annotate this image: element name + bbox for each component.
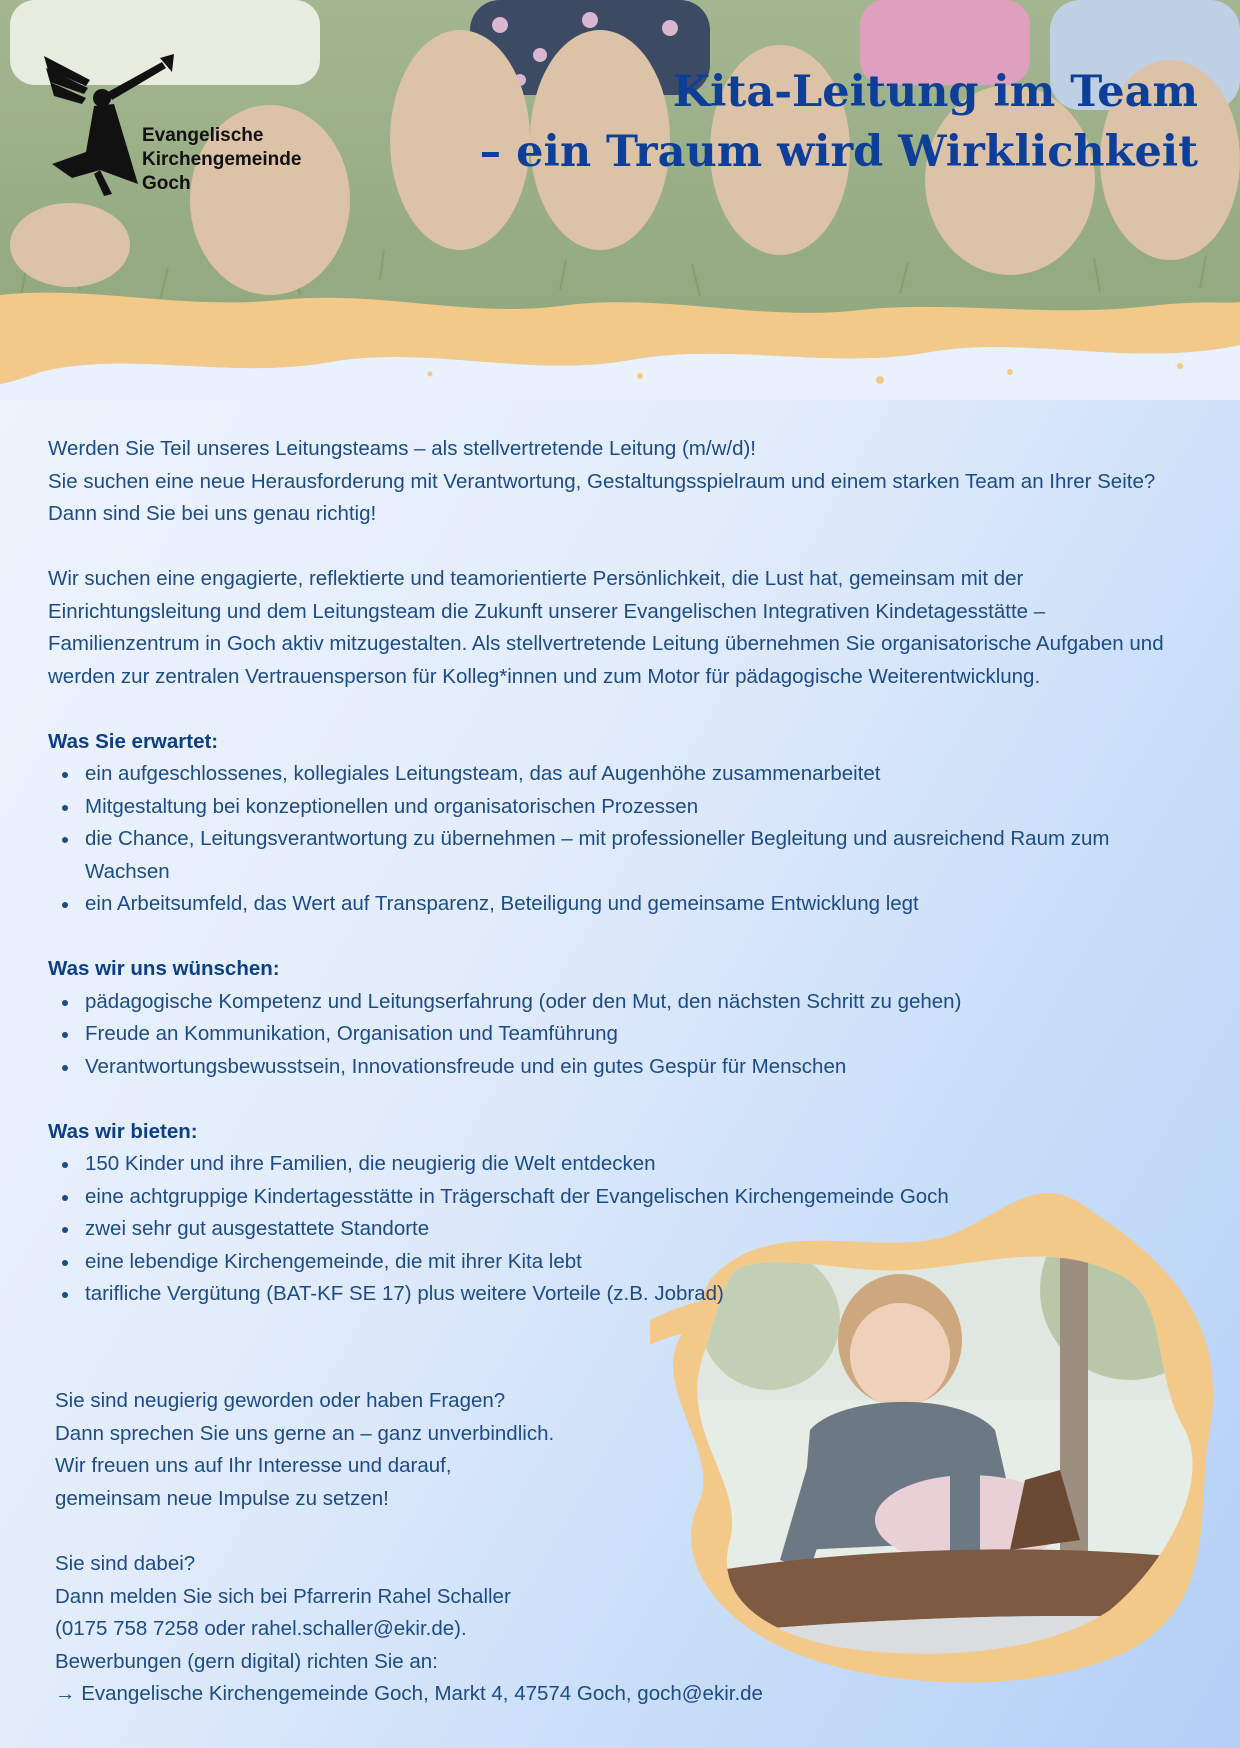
closing-line: Dann sprechen Sie uns gerne an – ganz unverbindlich. — [55, 1421, 555, 1445]
offer-list — [48, 1148, 1198, 1311]
intro-headline: Werden Sie Teil unseres Leitungsteams – als stellvertretende Leitung (m/w/d)! — [48, 437, 756, 460]
contact-line: Dann melden Sie sich bei Pfarrerin Rahel Schaller — [55, 1584, 511, 1608]
closing-line: Wir freuen uns auf Ihr Interesse und darauf, — [55, 1454, 452, 1478]
list-item: Mitgestaltung bei konzeptionellen und organisatorischen Prozessen — [48, 791, 1198, 824]
list-item: eine achtgruppige Kindertagesstätte in Trägerschaft der Evangelischen Kirchengemeinde Goch — [48, 1181, 1198, 1214]
list-item: Freude an Kommunikation, Organisation und Teamführung — [48, 1018, 1198, 1051]
contact-section — [55, 1385, 763, 1711]
page-title: Kita-Leitung im Team – ein Traum wird Wirklichkeit — [479, 67, 1198, 177]
list-item: tarifliche Vergütung (BAT-KF SE 17) plus weitere Vorteile (z.B. Jobrad) — [48, 1278, 1198, 1311]
list-item: 150 Kinder und ihre Familien, die neugierig die Welt entdecken — [48, 1148, 1198, 1181]
section-heading-expect: Was Sie erwartet: — [48, 729, 219, 753]
intro-text: Sie suchen eine neue Herausforderung mit Verantwortung, Gestaltungsspielraum und einem starken Team an Ihrer Seite? Dann sind Sie bei uns genau richtig! — [48, 469, 1156, 525]
list-item: eine lebendige Kirchengemeinde, die mit ihrer Kita lebt — [48, 1246, 1198, 1279]
main-content — [48, 433, 1198, 1311]
list-item: zwei sehr gut ausgestattete Standorte — [48, 1213, 1198, 1246]
expect-list — [48, 758, 1198, 921]
list-item: die Chance, Leitungsverantwortung zu übernehmen – mit professioneller Begleitung und ausreichend Raum zum Wachsen — [48, 823, 1198, 888]
contact-address: → Evangelische Kirchengemeinde Goch, Markt 4, 47574 Goch, goch@ekir.de — [55, 1682, 763, 1706]
list-item: Verantwortungsbewusstsein, Innovationsfreude und ein gutes Gespür für Menschen — [48, 1051, 1198, 1084]
organization-name: Evangelische Kirchengemeinde Goch — [142, 125, 302, 194]
hero-banner — [0, 0, 1240, 400]
contact-phone-email: (0175 758 7258 oder rahel.schaller@ekir.de). — [55, 1617, 467, 1641]
closing-line: gemeinsam neue Impulse zu setzen! — [55, 1486, 389, 1510]
section-heading-offer: Was wir bieten: — [48, 1119, 198, 1143]
closing-line: Sie sind neugierig geworden oder haben Fragen? — [55, 1389, 506, 1412]
list-item: ein Arbeitsumfeld, das Wert auf Transparenz, Beteiligung und gemeinsame Entwicklung legt — [48, 888, 1198, 921]
section-heading-wish: Was wir uns wünschen: — [48, 957, 280, 980]
contact-line: Bewerbungen (gern digital) richten Sie an: — [55, 1649, 438, 1673]
description-paragraph: Wir suchen eine engagierte, reflektierte und teamorientierte Persönlichkeit, die Lust hat, gemeinsam mit der Einrichtungsleitung und dem Leitungsteam die Zukunft unserer Evangelischen Integrativen Kindetagesstätte – Familienzentrum in Goch aktiv mitzugestalten. Als stellvertretende Leitung übernehmen Sie organisatorische Aufgaben und werden zur zentralen Vertrauensperson für Kolleg*innen und zum Motor für pädagogische Weiterentwicklung. — [48, 567, 1164, 688]
list-item: pädagogische Kompetenz und Leitungserfahrung (oder den Mut, den nächsten Schritt zu gehen) — [48, 986, 1198, 1019]
wish-list — [48, 986, 1198, 1084]
contact-line: Sie sind dabei? — [55, 1551, 196, 1575]
list-item: ein aufgeschlossenes, kollegiales Leitungsteam, das auf Augenhöhe zusammenarbeitet — [48, 758, 1198, 791]
